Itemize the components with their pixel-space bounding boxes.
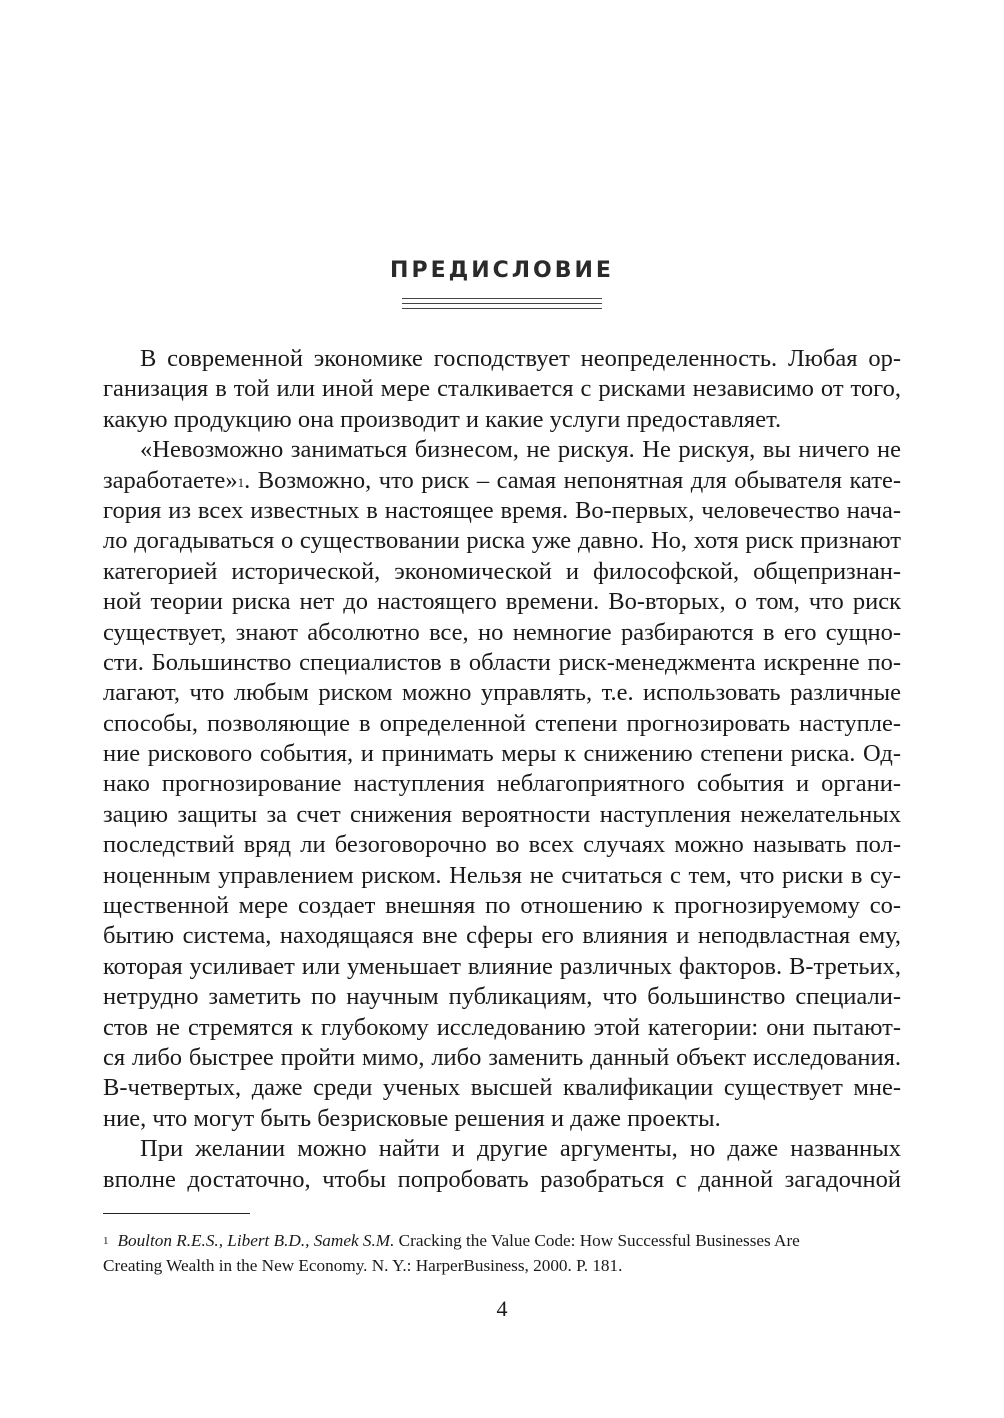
text-line: ло догадываться о существовании риска уже давно. Но, хотя риск признают — [103, 527, 901, 555]
text-line: В-четвертых, даже среди ученых высшей квалификации существует мне- — [103, 1074, 901, 1102]
text-line: При желании можно найти и другие аргументы, но даже названных — [140, 1135, 901, 1163]
text-line: В современной экономике господствует неопределенность. Любая ор- — [140, 345, 901, 372]
footnote-title: Cracking the Value Code: How Successful Businesses Are — [394, 1231, 800, 1250]
text-line: ние рискового события, и принимать меры к снижению степени риска. Од- — [103, 740, 901, 768]
text-line: способы, позволяющие в определенной степени прогнозировать наступле- — [103, 709, 901, 737]
chapter-title: ПРЕДИСЛОВИЕ — [390, 258, 614, 283]
text-line: которая усиливает или уменьшает влияние различных факторов. В-третьих, — [103, 952, 901, 980]
text-line: «Невозможно заниматься бизнесом, не рискуя. Не рискуя, вы ничего не — [140, 436, 901, 464]
text-line: ноценным управлением риском. Нельзя не считаться с тем, что риски в су- — [103, 861, 901, 889]
text-line: гория из всех известных в настоящее время. Во-первых, человечество нача- — [103, 496, 901, 524]
title-rule-1 — [402, 298, 602, 299]
text-line: зацию защиты за счет снижения вероятности наступления нежелательных — [103, 800, 901, 828]
page-number: 4 — [496, 1296, 508, 1321]
text-line: вполне достаточно, чтобы попробовать разобраться с данной загадочной — [103, 1165, 901, 1193]
text-line: существует, знают абсолютно все, но немногие разбираются в его сущно- — [103, 618, 901, 646]
text-line: последствий вряд ли безоговорочно во всех случаях можно называть пол- — [103, 831, 901, 859]
title-rule-3 — [402, 308, 602, 309]
text-line: щественной мере создает внешняя по отношению к прогнозируемому со- — [103, 892, 901, 920]
text-fragment: заработаете» — [103, 466, 238, 494]
text-fragment: . Возможно, что риск – самая непонятная для обывателя кате- — [244, 466, 901, 494]
body-text — [103, 344, 901, 1195]
footnote-line — [103, 1228, 901, 1253]
text-line: бытию система, находящаяся вне сферы его влияния и неподвластная ему, — [103, 922, 901, 950]
text-line: ся либо быстрее пройти мимо, либо заменить данный объект исследования. — [103, 1043, 901, 1071]
text-line: стов не стремятся к глубокому исследованию этой категории: они пытают- — [103, 1013, 901, 1041]
text-line: какую продукцию она производит и какие услуги предоставляет. — [103, 405, 782, 433]
footnote-number: 1 — [103, 1235, 109, 1247]
title-rule-2 — [402, 303, 602, 304]
footnote-line: Creating Wealth in the New Economy. N. Y.: HarperBusiness, 2000. P. 181. — [103, 1256, 623, 1275]
text-line: сти. Большинство специалистов в области риск-менеджмента искренне по- — [103, 648, 901, 676]
text-line: лагают, что любым риском можно управлять, т.е. использовать различные — [103, 679, 901, 707]
footnote-marker: 1 — [237, 474, 245, 490]
text-line: категорией исторической, экономической и философской, общепризнан- — [103, 557, 901, 585]
text-line: ние, что могут быть безрисковые решения и даже проекты. — [103, 1104, 721, 1132]
text-line: ганизация в той или иной мере сталкивается с рисками независимо от того, — [103, 375, 901, 403]
text-line — [103, 466, 901, 496]
text-line: нетрудно заметить по научным публикациям, что большинство специали- — [103, 983, 901, 1011]
footnote-authors: Boulton R.E.S., Libert B.D., Samek S.M. — [117, 1231, 395, 1250]
footnote-separator — [103, 1213, 250, 1214]
text-line: нако прогнозирование наступления неблагоприятного события и органи- — [103, 770, 901, 798]
text-line: ной теории риска нет до настоящего времени. Во-вторых, о том, что риск — [103, 588, 901, 616]
footnote — [103, 1228, 901, 1278]
